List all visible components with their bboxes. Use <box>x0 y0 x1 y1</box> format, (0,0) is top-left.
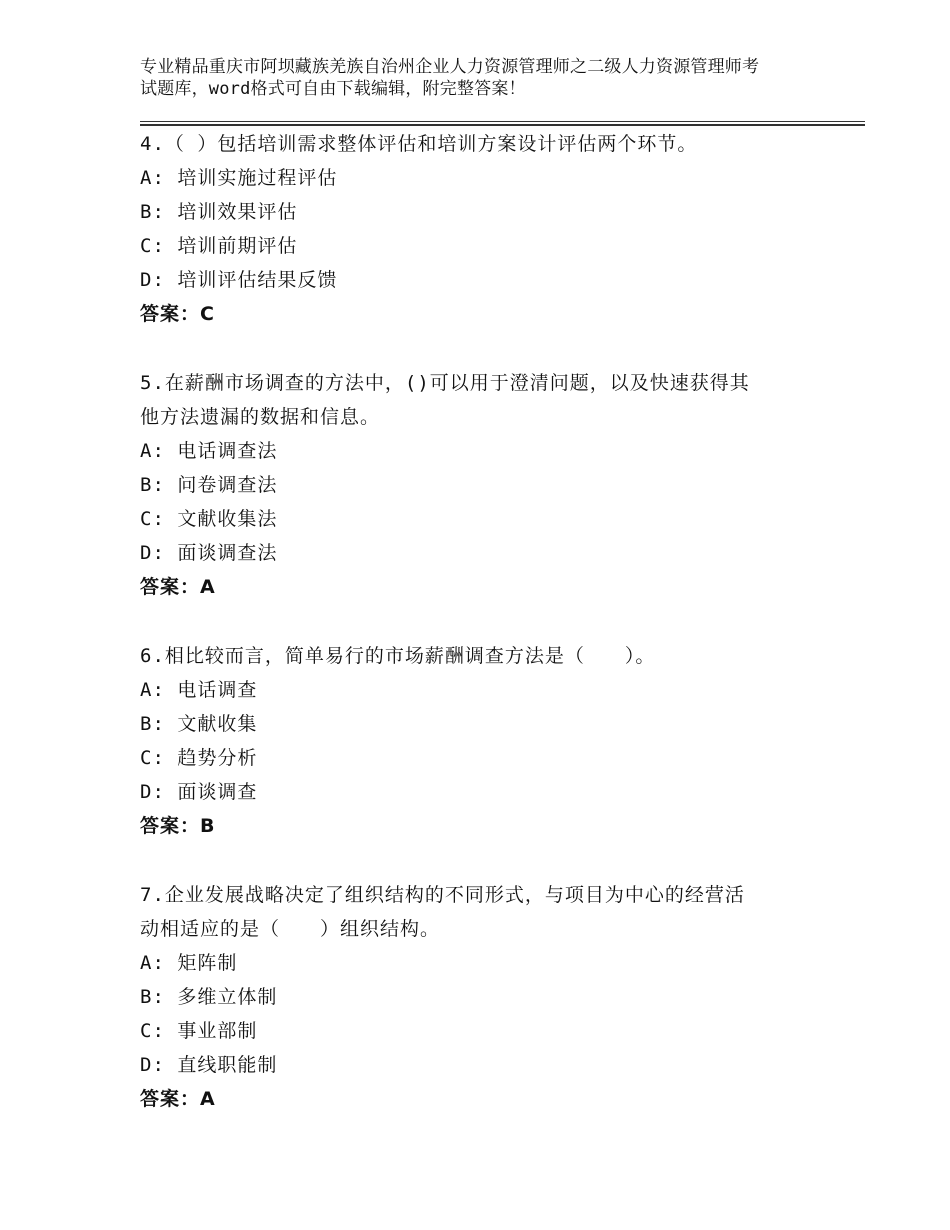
option-text: 培训实施过程评估 <box>177 167 338 189</box>
option-letter: C: <box>140 747 165 769</box>
option-text: 电话调查法 <box>177 440 278 462</box>
option-letter: B: <box>140 201 165 223</box>
option-b <box>140 468 840 502</box>
header-divider-thick <box>140 124 865 126</box>
option-text: 直线职能制 <box>177 1054 278 1076</box>
option-letter: B: <box>140 986 165 1008</box>
option-text: 面谈调查法 <box>177 542 278 564</box>
option-text: 矩阵制 <box>177 952 238 974</box>
header-divider-thin <box>140 121 865 122</box>
option-a <box>140 161 840 195</box>
option-letter: C: <box>140 235 165 257</box>
option-letter: D: <box>140 781 165 803</box>
option-c <box>140 741 840 775</box>
option-letter: A: <box>140 679 165 701</box>
option-a <box>140 673 840 707</box>
option-c <box>140 502 840 536</box>
option-b <box>140 707 840 741</box>
option-letter: A: <box>140 952 165 974</box>
answer-label: 答案：B <box>140 815 216 837</box>
option-letter: D: <box>140 1054 165 1076</box>
question-block <box>140 639 840 843</box>
option-text: 电话调查 <box>177 679 258 701</box>
header-line-1: 专业精品重庆市阿坝藏族羌族自治州企业人力资源管理师之二级人力资源管理师考 <box>140 57 760 77</box>
option-letter: D: <box>140 269 165 291</box>
answer-label: 答案：A <box>140 576 216 598</box>
option-letter: C: <box>140 1020 165 1042</box>
option-text: 培训前期评估 <box>177 235 298 257</box>
question-stem-continued: 他方法遗漏的数据和信息。 <box>140 406 381 428</box>
option-a <box>140 946 840 980</box>
option-text: 文献收集法 <box>177 508 278 530</box>
option-text: 文献收集 <box>177 713 258 735</box>
question-block <box>140 366 840 604</box>
option-text: 事业部制 <box>177 1020 258 1042</box>
option-text: 趋势分析 <box>177 747 258 769</box>
option-c <box>140 229 840 263</box>
option-text: 面谈调查 <box>177 781 258 803</box>
option-text: 培训效果评估 <box>177 201 298 223</box>
option-d <box>140 1048 840 1082</box>
option-letter: C: <box>140 508 165 530</box>
option-text: 问卷调查法 <box>177 474 278 496</box>
answer-label: 答案：A <box>140 1088 216 1110</box>
question-block <box>140 878 840 1116</box>
option-letter: A: <box>140 167 165 189</box>
question-stem: 4.（ ）包括培训需求整体评估和培训方案设计评估两个环节。 <box>140 133 698 155</box>
option-text: 多维立体制 <box>177 986 278 1008</box>
answer-label: 答案：C <box>140 303 215 325</box>
option-c <box>140 1014 840 1048</box>
option-letter: D: <box>140 542 165 564</box>
question-block <box>140 127 840 331</box>
option-letter: B: <box>140 713 165 735</box>
option-letter: A: <box>140 440 165 462</box>
option-d <box>140 263 840 297</box>
document-header <box>140 56 830 100</box>
option-d <box>140 775 840 809</box>
option-a <box>140 434 840 468</box>
question-stem-continued: 动相适应的是（ ）组织结构。 <box>140 918 441 940</box>
header-line-2: 试题库，word格式可自由下载编辑，附完整答案！ <box>140 79 526 99</box>
question-stem: 6.相比较而言，简单易行的市场薪酬调查方法是（ ）。 <box>140 645 656 667</box>
option-b <box>140 195 840 229</box>
question-stem: 7.企业发展战略决定了组织结构的不同形式，与项目为中心的经营活 <box>140 884 745 906</box>
option-d <box>140 536 840 570</box>
option-text: 培训评估结果反馈 <box>177 269 338 291</box>
question-stem: 5.在薪酬市场调查的方法中，()可以用于澄清问题，以及快速获得其 <box>140 372 750 394</box>
option-letter: B: <box>140 474 165 496</box>
option-b <box>140 980 840 1014</box>
